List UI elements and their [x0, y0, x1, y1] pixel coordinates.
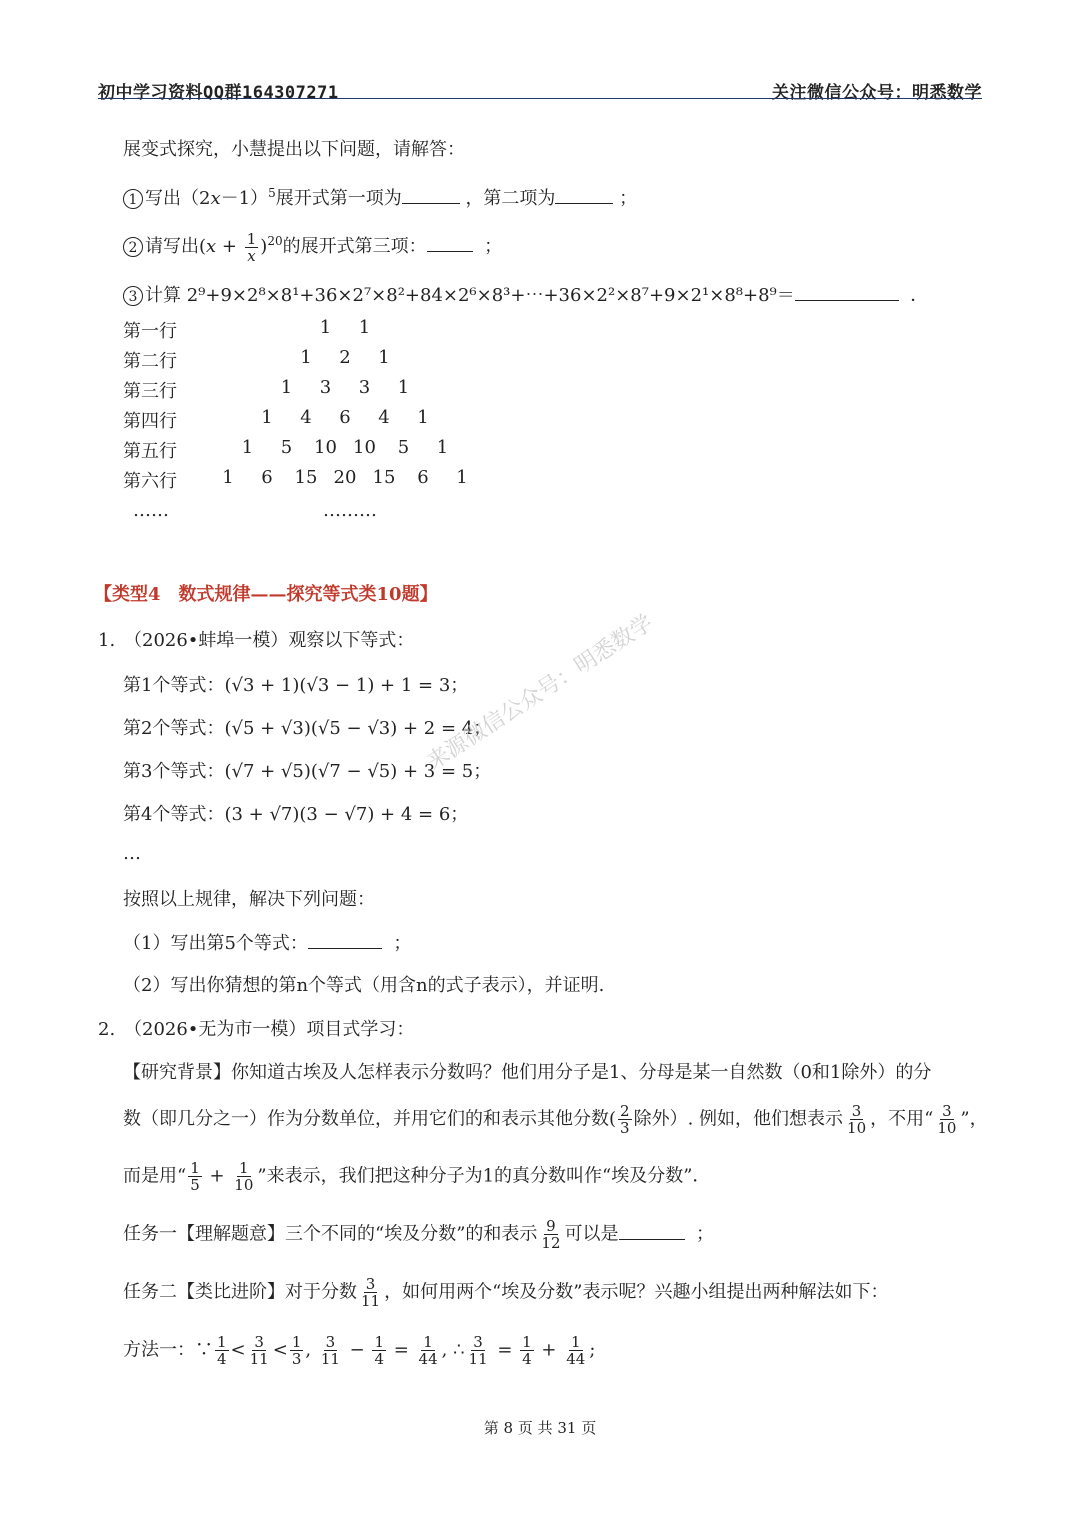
- p2-task1-text-c: ；: [695, 1223, 714, 1245]
- p2-method1-label: 方法一：: [123, 1339, 195, 1361]
- pascal-value: 3: [358, 377, 371, 398]
- pascal-value: 1: [417, 407, 429, 428]
- frac-num: 1: [423, 1333, 433, 1351]
- q3-end: ．: [910, 285, 929, 306]
- pascal-row-label: 第二行: [123, 351, 177, 372]
- q3-text: 计算 2⁹+9×2⁸×8¹+36×2⁷×8²+84×2⁶×8³+⋯+36×2²×8⁷+9×2¹×8⁸+8⁹＝: [145, 285, 795, 306]
- pascal-value: 1: [241, 437, 254, 458]
- frac-num: 1: [522, 1333, 532, 1351]
- pascal-value: 1: [436, 437, 449, 458]
- pascal-row-label: 第五行: [123, 441, 177, 462]
- pascal-row-label: 第四行: [123, 411, 177, 432]
- p1-instruction: 按照以上规律，解决下列问题：: [123, 889, 375, 910]
- frac-den: 4: [522, 1350, 532, 1368]
- pascal-value: 15: [372, 467, 396, 488]
- pascal-value: 6: [417, 467, 429, 488]
- p2-bg2-text-b: 除外）. 例如，他们想表示: [633, 1108, 844, 1130]
- frac-num: 1: [190, 1159, 200, 1177]
- p2-task1-text-a: 任务一【理解题意】三个不同的“埃及分数”的和表示: [123, 1223, 538, 1245]
- frac-num: 2: [620, 1102, 630, 1120]
- frac-3-11: [248, 1334, 271, 1367]
- p2-frac-1-5: [188, 1160, 202, 1193]
- q1-blank-2[interactable]: [555, 187, 613, 204]
- frac-num: 1: [291, 1333, 302, 1351]
- q1-text-d: ，第二项为: [465, 188, 556, 209]
- p1-equation-2: 第2个等式：(√5 + √3)(√5 − √3) + 2 = 4；: [123, 718, 492, 739]
- question-2: [123, 230, 502, 264]
- frac-3-11: [467, 1334, 490, 1367]
- pascal-value: 2: [339, 347, 351, 368]
- header-rule: [98, 98, 982, 99]
- frac-3-11: [319, 1334, 342, 1367]
- p2-frac-3-11: [359, 1276, 382, 1309]
- frac-num: 9: [546, 1217, 556, 1235]
- pascal-value: 15: [294, 467, 318, 488]
- p2-frac-2-3: [618, 1103, 632, 1136]
- page-footer: 第 8 页 共 31 页: [483, 1419, 597, 1437]
- pascal-value: 10: [353, 437, 376, 458]
- frac-num: 3: [851, 1102, 862, 1120]
- frac-den: 10: [937, 1119, 957, 1137]
- pascal-value: 1: [358, 317, 371, 338]
- pascal-value: 1: [456, 467, 468, 488]
- frac-den: 44: [566, 1350, 586, 1368]
- q1-var: x: [210, 188, 221, 209]
- p2-frac-1-10: [232, 1160, 255, 1193]
- p2-task1-text-b: 可以是: [564, 1223, 619, 1245]
- frac-den: 10: [847, 1119, 867, 1137]
- header-right: 关注微信公众号：明悉数学: [772, 83, 982, 103]
- p2-background-line2: [123, 1103, 988, 1136]
- pascal-value: 1: [222, 467, 234, 488]
- pascal-value: 4: [300, 407, 312, 428]
- pascal-value: 4: [378, 407, 390, 428]
- q2-blank[interactable]: [427, 235, 473, 252]
- frac-den: 5: [190, 1176, 200, 1194]
- frac-num: 1: [239, 1159, 249, 1177]
- section-title: 【类型4 数式规律——探究等式类10题】: [94, 584, 438, 605]
- intro-text: 展变式探究，小慧提出以下问题，请解答：: [123, 139, 465, 160]
- q2-close: ): [260, 236, 268, 257]
- frac-den: 11: [320, 1350, 340, 1368]
- p1-equation-4: 第4个等式：(3 + √7)(3 − √7) + 4 = 6；: [123, 804, 469, 825]
- q2-frac-den: x: [247, 246, 256, 265]
- p1-sub1: [123, 932, 411, 955]
- q2-fraction: [245, 231, 259, 264]
- p2-frac-9-12: [539, 1218, 562, 1251]
- frac-den: 10: [234, 1176, 254, 1194]
- frac-num: 3: [942, 1102, 952, 1120]
- circle-number-3: 3: [123, 286, 143, 306]
- p2-task2-text-a: 任务二【类比进阶】对于分数: [123, 1281, 357, 1303]
- q2-text-c: ；: [484, 236, 503, 257]
- pascal-value: 1: [378, 347, 390, 368]
- p1-dots: …: [123, 843, 141, 864]
- p2-frac-3-10-a: [845, 1103, 868, 1136]
- frac-den: 11: [249, 1350, 269, 1368]
- p2-method1: 方法一：∵ $\frac{1}{4}$ < $\frac{3}{11}$ < $\frac{1}{3}$ , $\frac{3}{11}$ − $\frac{1}{4}$ = $\frac{1}{44}$ , ∴ $\frac{3}{11}$ = $\frac{1}{4}$ + $\frac{1}{44}$ ;: [123, 1333, 596, 1368]
- frac-num: 1: [571, 1333, 581, 1351]
- q1-blank-1[interactable]: [402, 187, 460, 204]
- frac-num: 3: [473, 1333, 483, 1351]
- frac-den: 3: [620, 1119, 630, 1137]
- p1-sub2: （2）写出你猜想的第n个等式（用含n的式子表示），并证明.: [123, 975, 605, 996]
- pascal-value: 5: [397, 437, 410, 458]
- p2-task2-text-b: ，如何用两个“埃及分数”表示呢？兴趣小组提出两种解法如下：: [384, 1281, 889, 1303]
- frac-den: 3: [291, 1350, 302, 1368]
- frac-1-44: [417, 1334, 440, 1367]
- q2-var: x: [206, 236, 217, 257]
- circle-number-1: 1: [123, 189, 143, 209]
- p2-title: （2026•无为市一模）项目式学习：: [124, 1019, 415, 1040]
- p2-background-line3: 而是用“ $\frac{1}{5}$ + $\frac{1}{10}$ ”来表示，我们把这种分子为1的真分数叫作“埃及分数”．: [123, 1159, 711, 1194]
- q2-plus: +: [221, 236, 238, 257]
- p1-number: 1.: [98, 630, 116, 651]
- frac-1-3: [290, 1334, 304, 1367]
- p2-task1-blank[interactable]: [619, 1223, 685, 1240]
- frac-num: 3: [325, 1333, 336, 1351]
- p1-equation-3: 第3个等式：(√7 + √5)(√7 − √5) + 3 = 5；: [123, 761, 492, 782]
- p2-frac-3-10-b: [935, 1103, 958, 1136]
- pascal-value: 10: [314, 437, 337, 458]
- pascal-value: 20: [333, 467, 357, 488]
- q3-blank[interactable]: [795, 284, 899, 301]
- p2-bg2-text-d: ”，: [960, 1108, 988, 1130]
- q1-text-e: ；: [619, 188, 638, 209]
- frac-1-4: [372, 1334, 386, 1367]
- frac-num: 1: [217, 1333, 227, 1351]
- watermark: 来源微信公众号：明悉数学: [422, 610, 658, 776]
- q1-text-a: 写出（2: [145, 188, 211, 209]
- p1-sub1-blank[interactable]: [308, 932, 382, 949]
- frac-num: 1: [374, 1333, 384, 1351]
- frac-1-4: [520, 1334, 534, 1367]
- frac-den: 11: [468, 1350, 488, 1368]
- p2-bg3-text-a: 而是用“: [123, 1165, 187, 1187]
- q2-exponent: 20: [267, 234, 283, 248]
- circle-number-2: 2: [123, 237, 143, 257]
- p2-task2: [123, 1276, 889, 1309]
- pascal-row-label: 第一行: [123, 321, 177, 342]
- q1-text-c: 展开式第一项为: [275, 188, 402, 209]
- pascal-value: 1: [319, 317, 332, 338]
- pascal-value: 6: [339, 407, 351, 428]
- frac-num: 3: [365, 1275, 376, 1293]
- p1-sub1-end: ；: [393, 933, 412, 954]
- q2-text-b: 的展开式第三项：: [282, 236, 427, 257]
- p2-bg2-text-a: 数（即几分之一）作为分数单位，并用它们的和表示其他分数(: [123, 1108, 617, 1130]
- pascal-value: 6: [261, 467, 273, 488]
- frac-1-4: [215, 1334, 229, 1367]
- frac-den: 4: [217, 1350, 227, 1368]
- q2-text-a: 请写出(: [145, 236, 207, 257]
- pascal-row-label: 第六行: [123, 471, 177, 492]
- pascal-row-label: 第三行: [123, 381, 177, 402]
- pascal-dots-left: ……: [133, 500, 169, 521]
- pascal-value: 1: [300, 347, 312, 368]
- frac-num: 3: [254, 1333, 264, 1351]
- q1-text-b: －1）: [220, 188, 269, 209]
- pascal-value: 5: [280, 437, 293, 458]
- pascal-value: 1: [280, 377, 293, 398]
- question-3: [123, 284, 928, 307]
- p2-bg2-text-c: ，不用“: [870, 1108, 934, 1130]
- p1-title: （2026•蚌埠一模）观察以下等式：: [124, 630, 415, 651]
- header-left: 初中学习资料QQ群164307271: [98, 83, 339, 103]
- p2-number: 2.: [98, 1019, 116, 1040]
- frac-1-44: [564, 1334, 587, 1367]
- p1-equation-1: 第1个等式：(√3 + 1)(√3 − 1) + 1 = 3；: [123, 675, 469, 696]
- pascal-value: 1: [397, 377, 410, 398]
- p2-bg3-text-b: ”来表示，我们把这种分子为1的真分数叫作“埃及分数”．: [257, 1165, 711, 1187]
- p2-task1: [123, 1218, 714, 1251]
- p2-background-line1: 【研究背景】你知道古埃及人怎样表示分数吗？他们用分子是1、分母是某一自然数（0和1除外）的分: [123, 1062, 932, 1083]
- p1-sub1-text: （1）写出第5个等式：: [123, 933, 308, 954]
- pascal-value: 3: [319, 377, 332, 398]
- frac-den: 4: [374, 1350, 384, 1368]
- frac-den: 11: [361, 1292, 381, 1310]
- q1-exponent: 5: [268, 186, 276, 200]
- pascal-value: 1: [261, 407, 273, 428]
- frac-den: 44: [418, 1350, 438, 1368]
- pascal-dots-right: ………: [323, 500, 377, 521]
- question-1: [123, 182, 637, 210]
- q2-frac-num: 1: [246, 229, 257, 248]
- frac-den: 12: [541, 1234, 561, 1252]
